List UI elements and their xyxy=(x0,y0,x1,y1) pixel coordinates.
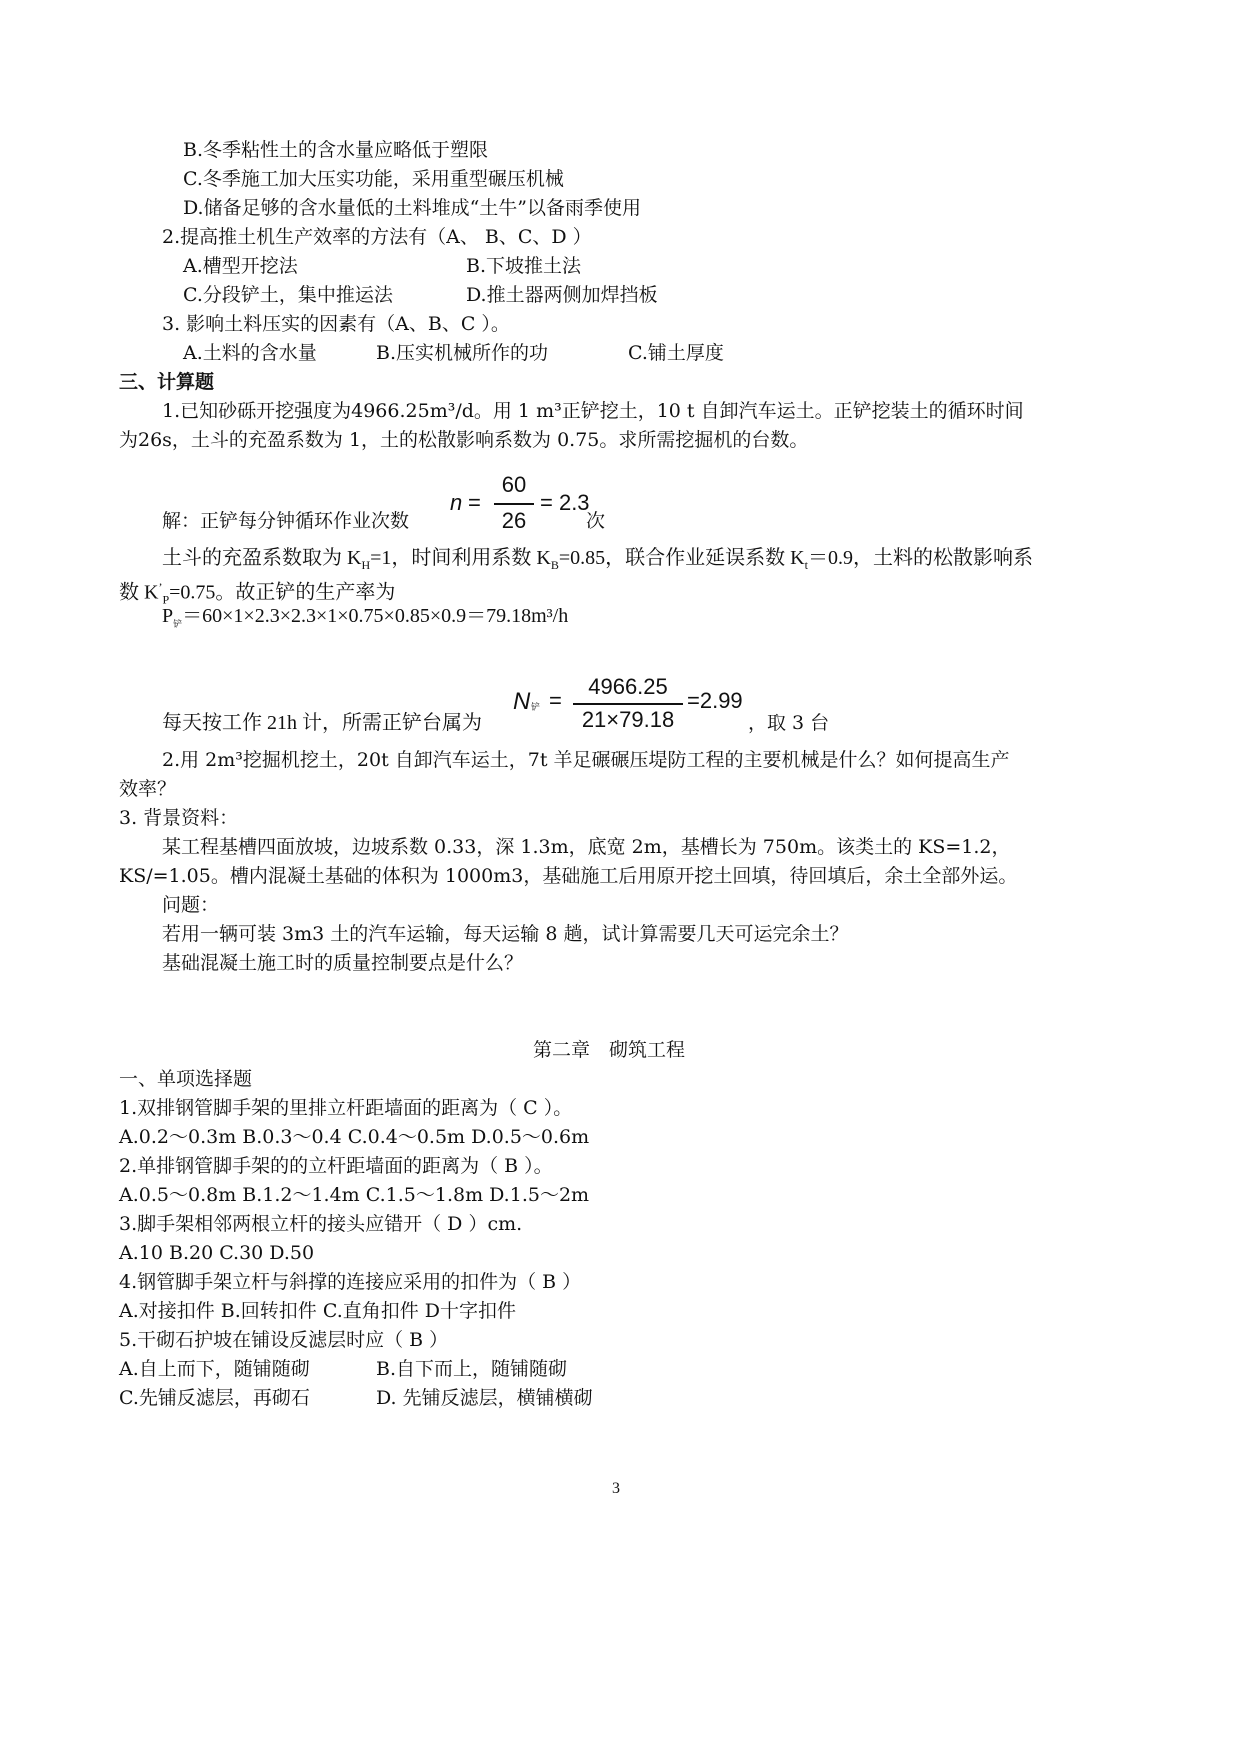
formula2-lhs-sub: 铲 xyxy=(531,702,541,712)
sub-p: P xyxy=(162,592,170,607)
fraction-bar xyxy=(494,503,534,505)
para-b: =1，时间利用系数 K xyxy=(370,547,551,569)
formula2-result: =2.99 xyxy=(687,688,743,713)
chapter-section-title: 一、单项选择题 xyxy=(119,1068,253,1090)
solution-prefix: 解：正铲每分钟循环作业次数 xyxy=(162,510,410,532)
solution-suffix: 次 xyxy=(586,510,606,532)
ch2-q3-options: A.10 B.20 C.30 D.50 xyxy=(119,1242,315,1264)
ch2-q1-options: A.0.2～0.3m B.0.3～0.4 C.0.4～0.5m D.0.5～0.6m xyxy=(119,1126,590,1148)
ch2-q4: 4.钢管脚手架立杆与斜撑的连接应采用的扣件为（ B ） xyxy=(119,1271,582,1293)
section-3-title: 三、计算题 xyxy=(119,371,215,393)
need-prefix: 每天按工作 21h 计，所需正铲台属为 xyxy=(162,712,482,734)
prod-sub: 铲 xyxy=(173,619,183,629)
calc1-para xyxy=(162,546,1033,577)
q3-option-c: C.铺土厚度 xyxy=(628,342,724,364)
calc2-line2: 效率？ xyxy=(119,778,177,800)
ch2-q3: 3.脚手架相邻两根立杆的接头应错开（ D ）cm. xyxy=(119,1213,523,1235)
calc3-line1: 某工程基槽四面放坡，边坡系数 0.33，深 1.3m，底宽 2m，基槽长为 750m。该类土的 KS=1.2， xyxy=(162,836,1011,858)
formula2-numerator: 4966.25 xyxy=(588,674,668,699)
calc3-title: 3. 背景资料： xyxy=(119,807,239,829)
sub-h: H xyxy=(361,558,371,572)
formula-machines xyxy=(513,672,743,736)
calc3-q1: 若用一辆可装 3m3 土的汽车运输，每天运输 8 趟，试计算需要几天可运完余土？ xyxy=(162,923,849,945)
ch2-q5-option-c: C.先铺反滤层，再砌石 xyxy=(119,1387,310,1409)
calc3-question-label: 问题： xyxy=(162,894,220,916)
ch2-q2-options: A.0.5～0.8m B.1.2～1.4m C.1.5～1.8m D.1.5～2m xyxy=(119,1184,590,1206)
formula2-denominator: 21×79.18 xyxy=(581,707,675,732)
para2-a: 数 K xyxy=(119,581,159,604)
formula-result: = 2.3 xyxy=(540,490,590,515)
sub-t: t xyxy=(804,558,808,572)
option-b-line: B.冬季粘性土的含水量应略低于塑限 xyxy=(183,139,489,161)
ch2-q5-option-b: B.自下而上，随铺随砌 xyxy=(376,1358,568,1380)
q2-option-c: C.分段铲土，集中推运法 xyxy=(183,284,393,306)
chapter-title: 第二章 砌筑工程 xyxy=(533,1039,686,1061)
prod-rest: ＝60×1×2.3×2.3×1×0.75×0.85×0.9＝79.18m³/h xyxy=(182,605,569,627)
ch2-q2: 2.单排钢管脚手架的的立杆距墙面的距离为（ B ）。 xyxy=(119,1155,553,1177)
para-d: ＝0.9，土料的松散影响系 xyxy=(807,547,1033,569)
para-c: =0.85，联合作业延误系数 K xyxy=(558,547,805,569)
formula-cycles xyxy=(450,470,590,540)
formula-numerator: 60 xyxy=(501,472,527,497)
calc2-line1: 2.用 2m³挖掘机挖土，20t 自卸汽车运土，7t 羊足碾碾压堤防工程的主要机械是什么？如何提高生产 xyxy=(162,749,1010,771)
calc3-line2: KS/=1.05。槽内混凝土基础的体积为 1000m3，基础施工后用原开挖土回填，待回填后，余土全部外运。 xyxy=(119,865,1018,887)
formula2-lhs: N xyxy=(513,688,531,715)
para2-b: =0.75。故正铲的生产率为 xyxy=(169,581,396,604)
sub-b: B xyxy=(550,558,559,572)
calc1-line2: 为26s，土斗的充盈系数为 1，土的松散影响系数为 0.75。求所需挖掘机的台数。 xyxy=(119,429,809,451)
fraction2-bar xyxy=(573,703,683,705)
need-suffix: ，取 3 台 xyxy=(748,712,830,734)
q3-option-b: B.压实机械所作的功 xyxy=(376,342,549,364)
ch2-q1: 1.双排钢管脚手架的里排立杆距墙面的距离为（ C ）。 xyxy=(119,1097,573,1119)
prod-p: P xyxy=(162,605,174,627)
q2-option-b: B.下坡推土法 xyxy=(466,255,582,277)
question-2: 2.提高推土机生产效率的方法有（A、 B、C、D ） xyxy=(162,226,592,248)
formula2-equals: = xyxy=(549,688,562,713)
ch2-q4-options: A.对接扣件 B.回转扣件 C.直角扣件 D十字扣件 xyxy=(119,1300,517,1322)
formula-equals: = xyxy=(468,490,481,515)
calc3-q2: 基础混凝土施工时的质量控制要点是什么？ xyxy=(162,952,524,974)
option-c-line: C.冬季施工加大压实功能，采用重型碾压机械 xyxy=(183,168,564,190)
productivity-line xyxy=(162,604,568,636)
q3-option-a: A.土料的含水量 xyxy=(183,342,317,364)
q2-option-d: D.推土器两侧加焊挡板 xyxy=(466,284,658,306)
sup-prime: ’ xyxy=(158,580,163,594)
option-d-line: D.储备足够的含水量低的土料堆成“土牛”以备雨季使用 xyxy=(183,197,642,219)
formula-lhs: n xyxy=(450,490,463,515)
calc1-line1: 1.已知砂砾开挖强度为4966.25m³/d。用 1 m³正铲挖土，10 t 自卸汽车运土。正铲挖装土的循环时间 xyxy=(162,400,1024,422)
page-number: 3 xyxy=(612,1480,620,1497)
q2-option-a: A.槽型开挖法 xyxy=(183,255,298,277)
para-a: 土斗的充盈系数取为 K xyxy=(162,547,362,569)
question-3: 3. 影响土料压实的因素有（A、B、C ）。 xyxy=(162,313,510,335)
formula-denominator: 26 xyxy=(501,508,527,533)
ch2-q5-option-d: D. 先铺反滤层，横铺横砌 xyxy=(376,1387,593,1409)
ch2-q5-option-a: A.自上而下，随铺随砌 xyxy=(119,1358,310,1380)
ch2-q5: 5.干砌石护坡在铺设反滤层时应（ B ） xyxy=(119,1329,449,1351)
